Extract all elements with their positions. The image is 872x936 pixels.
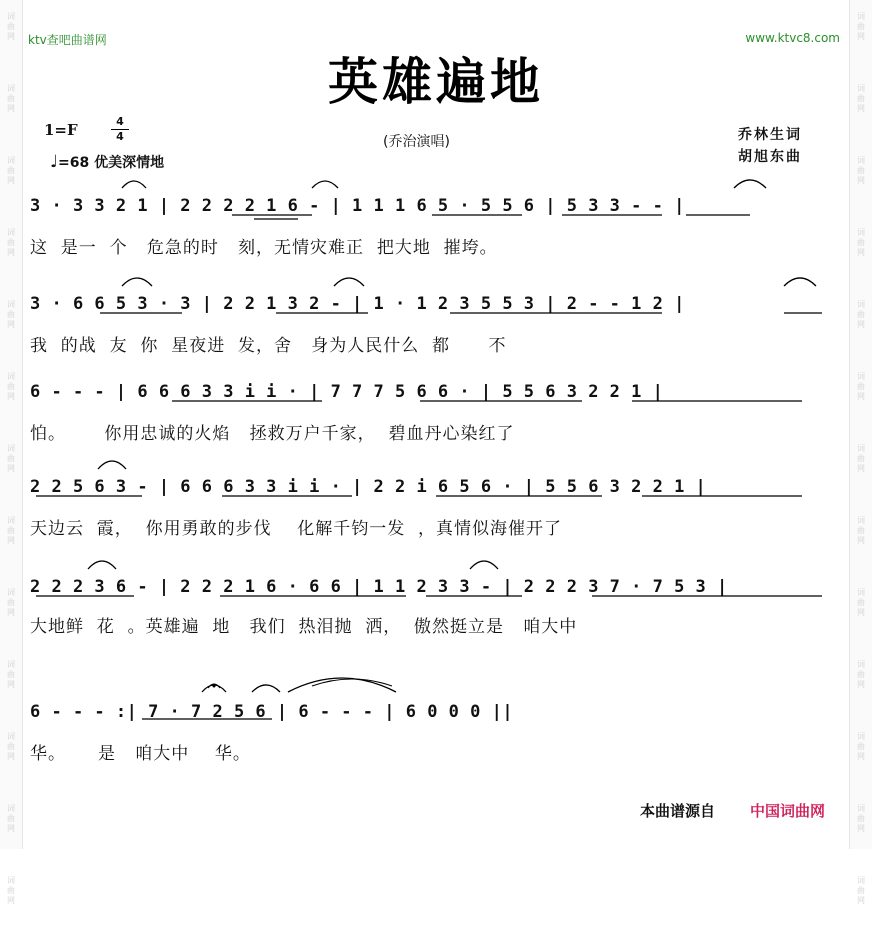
lyrics-row-6: 华。 是 咱大中 华。 [30, 744, 251, 764]
time-signature [111, 116, 129, 143]
composer-credit: 胡旭东曲 [738, 149, 802, 165]
side-watermark-text: 词 曲 网 [7, 876, 15, 905]
notation-row-5: 2 2 2 3 6 - | 2 2 2 1 6 · 6 6 | 1 1 2 3 3 - | 2 2 2 3 7 · 7 5 3 | [30, 577, 728, 597]
slur [734, 180, 766, 188]
side-watermark-text: 词 曲 网 [857, 732, 865, 761]
side-watermark-text: 词 曲 网 [857, 300, 865, 329]
side-watermark-text: 词 曲 网 [857, 660, 865, 689]
side-watermark-text: 词 曲 网 [7, 372, 15, 401]
tie [312, 679, 392, 686]
footer-source-label: 本曲谱源自 [640, 802, 716, 820]
notation-row-1: 3 · 3 3 2 1 | 2 2 2 2 1 6 - | 1 1 1 6 5 · 5 5 6 | 5 3 3 - - | [30, 196, 685, 216]
side-watermark-text: 词 曲 网 [7, 12, 15, 41]
side-watermark-text: 词 曲 网 [857, 876, 865, 905]
singer-credit: (乔治演唱) [383, 134, 450, 150]
side-watermark-text: 词 曲 网 [7, 660, 15, 689]
footer-source-link[interactable]: 中国词曲网 [750, 802, 826, 820]
side-watermark-text: 词 曲 网 [857, 156, 865, 185]
source-site-label: ktv查吧曲谱网 [28, 33, 107, 47]
side-watermark-text: 词 曲 网 [7, 84, 15, 113]
slur [202, 685, 226, 692]
side-watermark-text: 词 曲 网 [857, 516, 865, 545]
slur [784, 278, 816, 286]
side-watermark-text: 词 曲 网 [857, 588, 865, 617]
side-watermark-text: 词 曲 网 [857, 804, 865, 833]
side-watermark-text: 词 曲 网 [7, 516, 15, 545]
side-watermark-text: 词 曲 网 [7, 444, 15, 473]
meter-bottom: 4 [116, 130, 124, 143]
side-watermark-text: 词 曲 网 [857, 444, 865, 473]
left-watermark-strip [0, 0, 23, 905]
notation-row-2: 3 · 6 6 5 3 · 3 | 2 2 1 3 2 - | 1 · 1 2 3 5 5 3 | 2 - - 1 2 | [30, 294, 685, 314]
side-watermark-text: 词 曲 网 [857, 12, 865, 41]
side-watermark-text: 词 曲 网 [857, 228, 865, 257]
slur [88, 561, 116, 569]
slur [98, 461, 126, 469]
notation-row-6: 6 - - - :| 7 · 7 2 5 6 | 6 - - - | 6 0 0 0 || [30, 702, 514, 722]
side-watermark-text: 词 曲 网 [7, 156, 15, 185]
tempo-marking [50, 152, 164, 172]
side-watermark-text: 词 曲 网 [7, 804, 15, 833]
notation-row-3: 6 - - - | 6 6 6 3 3 i i · | 7 7 7 5 6 6 · | 5 5 6 3 2 2 1 | [30, 382, 664, 402]
lyrics-row-5: 大地鲜 花 。英雄遍 地 我们 热泪抛 洒， 傲然挺立是 咱大中 [30, 617, 578, 637]
lyrics-row-2: 我 的战 友 你 星夜进 发，舍 身为人民什么 都 不 [30, 336, 507, 356]
slur [470, 561, 498, 569]
fermata-icon [208, 684, 220, 688]
slur [252, 685, 280, 692]
slur [122, 278, 152, 286]
right-watermark-strip [849, 0, 872, 905]
lyricist-credit: 乔林生词 [738, 127, 802, 143]
key-signature: 1=F [44, 121, 78, 139]
slur [122, 181, 146, 188]
lyrics-row-1: 这 是一 个 危急的时 刻，无情灾难正 把大地 摧垮。 [30, 238, 498, 258]
slur [312, 181, 338, 188]
side-watermark-text: 词 曲 网 [857, 84, 865, 113]
tie [288, 678, 396, 692]
side-watermark-text: 词 曲 网 [7, 588, 15, 617]
fermata-dot [213, 685, 216, 688]
lyrics-row-4: 天边云 霞， 你用勇敢的步伐 化解千钧一发 ，真情似海催开了 [30, 519, 563, 539]
side-watermark-text: 词 曲 网 [7, 732, 15, 761]
lyrics-row-3: 怕。 你用忠诚的火焰 拯救万户千家， 碧血丹心染红了 [30, 424, 515, 444]
meter-top: 4 [116, 115, 124, 128]
side-watermark-text: 词 曲 网 [857, 372, 865, 401]
quarter-note-icon: ♩ [50, 152, 59, 172]
song-title: 英雄遍地 [328, 52, 544, 111]
side-watermark-text: 词 曲 网 [7, 228, 15, 257]
tempo-text: =68 优美深情地 [58, 155, 165, 171]
side-watermark-text: 词 曲 网 [7, 300, 15, 329]
notation-row-4: 2 2 5 6 3 - | 6 6 6 3 3 i i · | 2 2 i 6 5 6 · | 5 5 6 3 2 2 1 | [30, 477, 707, 497]
slur [334, 278, 364, 286]
source-site-url[interactable]: www.ktvc8.com [745, 31, 840, 45]
